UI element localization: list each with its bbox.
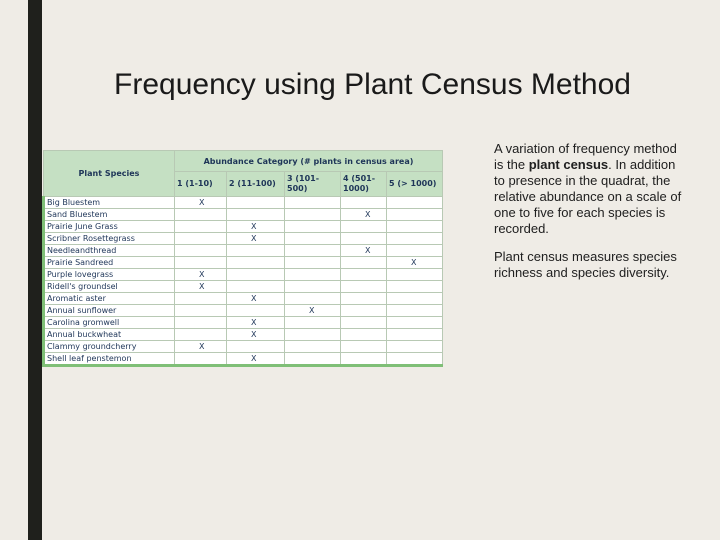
species-name: Ridell's groundsel (44, 281, 175, 293)
abundance-mark (285, 317, 341, 329)
abundance-mark (341, 305, 387, 317)
abundance-mark (285, 341, 341, 353)
abundance-mark (387, 197, 443, 209)
slide-title: Frequency using Plant Census Method (114, 68, 631, 101)
species-name: Prairie June Grass (44, 221, 175, 233)
abundance-mark (175, 293, 227, 305)
species-name: Carolina gromwell (44, 317, 175, 329)
abundance-mark (341, 293, 387, 305)
abundance-mark (227, 245, 285, 257)
species-name: Prairie Sandreed (44, 257, 175, 269)
abundance-mark (227, 269, 285, 281)
species-name: Shell leaf penstemon (44, 353, 175, 366)
species-name: Aromatic aster (44, 293, 175, 305)
species-name: Annual sunflower (44, 305, 175, 317)
table-row (44, 221, 443, 233)
abundance-mark: X (175, 281, 227, 293)
table-row (44, 257, 443, 269)
plant-census-table (42, 150, 443, 367)
abundance-mark (285, 293, 341, 305)
abundance-mark: X (227, 353, 285, 366)
abundance-mark (341, 281, 387, 293)
table-row (44, 281, 443, 293)
species-name: Sand Bluestem (44, 209, 175, 221)
species-name: Annual buckwheat (44, 329, 175, 341)
abundance-mark (285, 209, 341, 221)
abundance-mark (285, 257, 341, 269)
abundance-category-5: 5 (> 1000) (387, 172, 443, 197)
paragraph-1-text-end: . In addition to presence in the quadrat, the relative abundance on a scale of one to five for each species is recorded. (494, 157, 682, 236)
plant-census-bold: plant census (528, 157, 609, 172)
abundance-mark: X (387, 257, 443, 269)
species-name: Clammy groundcherry (44, 341, 175, 353)
table-row (44, 329, 443, 341)
abundance-mark (285, 233, 341, 245)
abundance-mark: X (227, 221, 285, 233)
abundance-mark (227, 197, 285, 209)
description-text (494, 141, 686, 293)
abundance-mark (175, 353, 227, 366)
paragraph-plant-census (494, 141, 686, 237)
abundance-mark: X (227, 293, 285, 305)
species-name: Scribner Rosettegrass (44, 233, 175, 245)
abundance-category-header: Abundance Category (# plants in census area) (175, 151, 443, 172)
abundance-mark (341, 329, 387, 341)
table-row (44, 305, 443, 317)
abundance-mark (341, 353, 387, 366)
abundance-mark: X (285, 305, 341, 317)
abundance-mark (341, 341, 387, 353)
abundance-mark (175, 305, 227, 317)
species-name: Needleandthread (44, 245, 175, 257)
abundance-mark (387, 341, 443, 353)
abundance-mark (285, 281, 341, 293)
abundance-mark (175, 245, 227, 257)
abundance-mark (387, 245, 443, 257)
table-row (44, 269, 443, 281)
abundance-mark: X (175, 269, 227, 281)
abundance-mark (227, 257, 285, 269)
abundance-mark: X (341, 245, 387, 257)
abundance-mark (285, 269, 341, 281)
abundance-mark (341, 221, 387, 233)
abundance-mark (175, 233, 227, 245)
paragraph-richness: Plant census measures species richness and species diversity. (494, 249, 677, 280)
table-row (44, 233, 443, 245)
abundance-mark (227, 209, 285, 221)
table-row (44, 353, 443, 366)
abundance-mark (227, 305, 285, 317)
table-row (44, 197, 443, 209)
abundance-mark (341, 317, 387, 329)
abundance-mark (341, 197, 387, 209)
abundance-mark (341, 233, 387, 245)
table-row (44, 317, 443, 329)
abundance-mark (227, 341, 285, 353)
abundance-mark (387, 329, 443, 341)
abundance-mark (175, 317, 227, 329)
table-row (44, 293, 443, 305)
abundance-mark: X (227, 329, 285, 341)
abundance-mark: X (227, 233, 285, 245)
abundance-mark (285, 353, 341, 366)
abundance-mark (387, 209, 443, 221)
abundance-mark (387, 221, 443, 233)
abundance-mark (387, 293, 443, 305)
table-row (44, 245, 443, 257)
table-row (44, 341, 443, 353)
abundance-mark (341, 257, 387, 269)
paragraph-1-text: A variation of frequency method is the (494, 141, 677, 172)
abundance-mark (227, 281, 285, 293)
species-column-header: Plant Species (44, 151, 175, 197)
abundance-mark (285, 197, 341, 209)
abundance-mark (387, 233, 443, 245)
abundance-mark (285, 245, 341, 257)
abundance-category-3: 3 (101-500) (285, 172, 341, 197)
abundance-category-2: 2 (11-100) (227, 172, 285, 197)
abundance-mark: X (175, 197, 227, 209)
plant-census-table-wrapper (42, 150, 443, 367)
abundance-mark (175, 257, 227, 269)
abundance-mark (175, 209, 227, 221)
abundance-mark: X (227, 317, 285, 329)
abundance-category-1: 1 (1-10) (175, 172, 227, 197)
abundance-mark (285, 329, 341, 341)
species-name: Purple lovegrass (44, 269, 175, 281)
abundance-mark: X (341, 209, 387, 221)
abundance-mark (387, 269, 443, 281)
abundance-mark (387, 353, 443, 366)
abundance-mark (285, 221, 341, 233)
species-name: Big Bluestem (44, 197, 175, 209)
abundance-mark (387, 317, 443, 329)
abundance-category-4: 4 (501-1000) (341, 172, 387, 197)
abundance-mark (175, 329, 227, 341)
abundance-mark (341, 269, 387, 281)
table-row (44, 209, 443, 221)
abundance-mark (387, 305, 443, 317)
abundance-mark (175, 221, 227, 233)
abundance-mark (387, 281, 443, 293)
abundance-mark: X (175, 341, 227, 353)
